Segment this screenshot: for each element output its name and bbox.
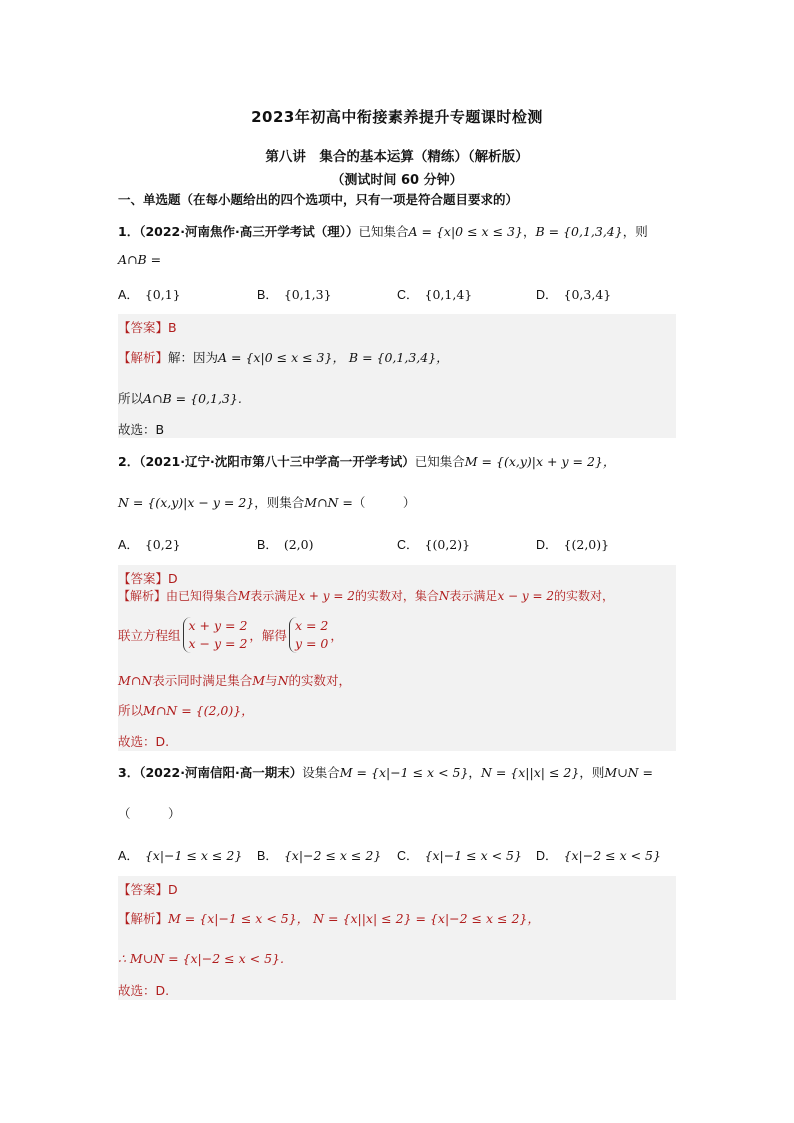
set-n-definition: N = {x||x| ≤ 2} [480, 765, 580, 780]
question-number: 1． [118, 224, 140, 239]
q3-answer-box [118, 876, 676, 1000]
question-1-ask: A∩B = [118, 252, 162, 267]
question-source: （2021·辽宁·沈阳市第八十三中学高一开学考试） [139, 454, 415, 469]
question-2-stem-cont: N = {(x,y)|x − y = 2}，则集合M∩N =（ ） [118, 495, 416, 510]
q1-analysis-line-1: 【解析】解：因为A = {x|0 ≤ x ≤ 3}， B = {0,1,3,4}， [118, 350, 449, 365]
lesson-subtitle: 第八讲 集合的基本运算（精练）（解析版） [265, 149, 529, 165]
q2-option-d[interactable]: D． {(2,0)} [536, 537, 610, 552]
set-a-definition: A = {x|0 ≤ x ≤ 3} [408, 224, 523, 239]
set-n-definition: N = {(x,y)|x − y = 2} [118, 495, 255, 510]
q2-option-a[interactable]: A． {0,2} [118, 537, 181, 552]
q2-analysis-line-5: 故选：D. [118, 734, 170, 749]
set-m-definition: M = {x|−1 ≤ x < 5} [339, 765, 469, 780]
question-1-stem: 1．（2022·河南焦作·高三开学考试（理））已知集合A = {x|0 ≤ x ≤ 3}，B = {0,1,3,4}，则 [118, 224, 648, 239]
q2-analysis-line-3: M∩N表示同时满足集合M与N的实数对， [118, 673, 352, 688]
question-2-stem: 2．（2021·辽宁·沈阳市第八十三中学高一开学考试）已知集合M = {(x,y)|x + y = 2}， [118, 454, 616, 469]
q3-option-d[interactable]: D． {x|−2 ≤ x < 5} [536, 848, 661, 863]
q3-option-a[interactable]: A． {x|−1 ≤ x ≤ 2} [118, 848, 243, 863]
q1-option-b[interactable]: B． {0,1,3} [257, 287, 332, 302]
q2-option-b[interactable]: B． (2,0) [257, 537, 314, 552]
q3-option-c[interactable]: C． {x|−1 ≤ x < 5} [397, 848, 522, 863]
q1-analysis-line-2: 所以A∩B = {0,1,3}. [118, 391, 242, 406]
section-heading: 一、单选题（在每小题给出的四个选项中，只有一项是符合题目要求的） [118, 192, 519, 207]
solution-system: x = 2 y = 0 [289, 617, 328, 653]
q1-analysis-line-3: 故选：B [118, 422, 165, 437]
q1-answer: 【答案】B [118, 320, 177, 335]
q1-answer-box [118, 314, 676, 438]
set-m-definition: M = {(x,y)|x + y = 2}， [464, 454, 616, 469]
question-3-stem: 3．（2022·河南信阳·高一期末）设集合M = {x|−1 ≤ x < 5}，N = {x||x| ≤ 2}，则M∪N = [118, 765, 653, 780]
question-source: （2022·河南焦作·高三开学考试（理）） [139, 224, 359, 239]
q2-answer: 【答案】D [118, 571, 178, 586]
q2-option-c[interactable]: C． {(0,2)} [397, 537, 471, 552]
test-time: （测试时间 60 分钟） [331, 173, 463, 188]
q3-analysis-line-3: 故选：D. [118, 983, 170, 998]
q1-option-c[interactable]: C． {0,1,4} [397, 287, 473, 302]
q3-analysis-line-1: 【解析】M = {x|−1 ≤ x < 5}， N = {x||x| ≤ 2} = {x|−2 ≤ x ≤ 2}， [118, 911, 540, 926]
q1-option-a[interactable]: A． {0,1} [118, 287, 181, 302]
q3-answer: 【答案】D [118, 882, 178, 897]
q1-option-d[interactable]: D． {0,3,4} [536, 287, 612, 302]
question-source: （2022·河南信阳·高一期末） [139, 765, 303, 780]
q2-analysis-line-4: 所以M∩N = {(2,0)}， [118, 703, 254, 718]
q2-analysis-line-1: 【解析】由已知得集合M表示满足x + y = 2的实数对，集合N表示满足x − y = 2的实数对， [118, 589, 615, 603]
equation-system: x + y = 2 x − y = 2 [183, 617, 248, 653]
document-title: 2023年初高中衔接素养提升专题课时检测 [251, 108, 543, 126]
q3-option-b[interactable]: B． {x|−2 ≤ x ≤ 2} [257, 848, 382, 863]
set-b-definition: B = {0,1,3,4} [535, 224, 623, 239]
q2-answer-box [118, 565, 676, 751]
q2-analysis-line-2: 联立方程组x + y = 2 x − y = 2，解得x = 2 y = 0， [118, 618, 343, 651]
question-3-paren: （ ） [118, 806, 181, 821]
q3-analysis-line-2: ∴ M∪N = {x|−2 ≤ x < 5}. [118, 951, 284, 966]
